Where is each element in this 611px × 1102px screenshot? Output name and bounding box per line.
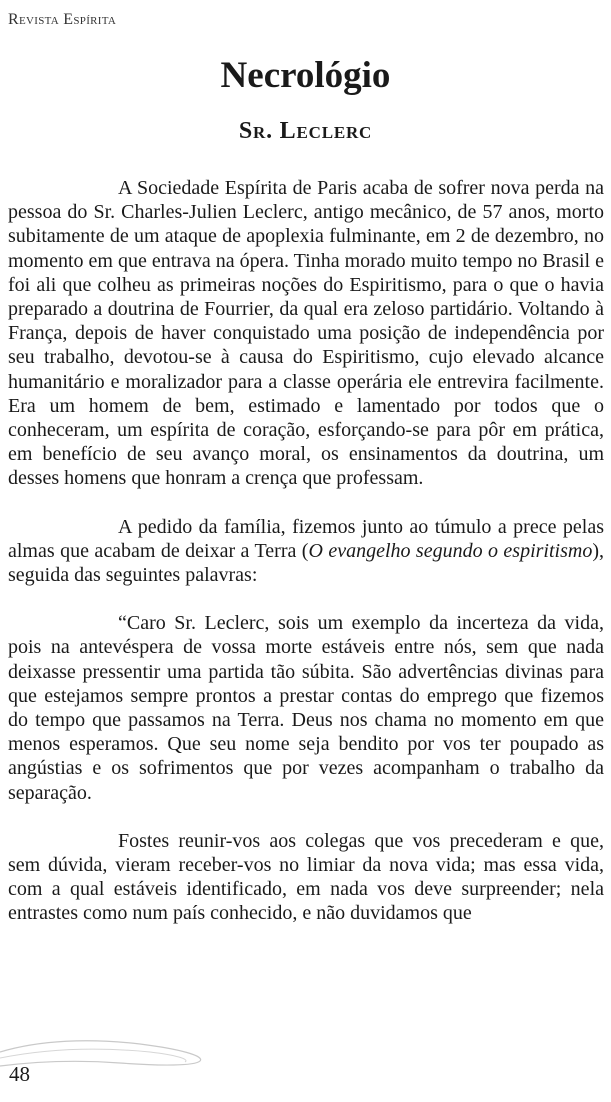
paragraph-2-text-start: A pedido da família, fizemos junto ao túmulo a prece pelas almas que acabam de deixar a Terra ( — [8, 515, 604, 562]
article-subtitle: Sr. Leclerc — [238, 118, 373, 144]
paragraph-1: A Sociedade Espírita de Paris acaba de sofrer nova perda na pessoa do Sr. Charles-Julien Leclerc, antigo mecânico, de 57 anos, morto subitamente de um ataque de apoplexia fulminante, em 2 de dezembro, no momento em que entrava na ópera. Tinha morado muito tempo no Brasil e foi ali que colheu as primeiras noções do Espiritismo, para o que o havia preparado a doutrina de Fourrier, da qual era zeloso partidário. Voltando à França, depois de haver conquistado uma posição de independência por seu trabalho, devotou-se à causa do Espiritismo, cujo elevado alcance humanitário e moralizador para a classe operária ele entrevira facilmente. Era um homem de bem, estimado e lamentado por todos que o conheceram, um espírita de coração, esforçando-se para pôr em prática, em benefício de seu avanço moral, os ensinamentos da doutrina, um desses homens que honram a crença que professam. — [8, 177, 604, 490]
article-body — [8, 176, 604, 926]
paragraph-2 — [8, 515, 604, 588]
paragraph-3: “Caro Sr. Leclerc, sois um exemplo da incerteza da vida, pois na antevéspera de vossa morte estáveis entre nós, sem que nada deixasse pressentir uma partida tão súbita. São advertências divinas para que estejamos sempre prontos a prestar contas do emprego que fizemos do tempo que passamos na Terra. Deus nos chama no momento em que menos esperamos. Que seu nome seja bendito por vos ter poupado as angústias e os sofrimentos que por vezes acompanham o trabalho da separação. — [8, 612, 604, 804]
page-number: 48 — [9, 1062, 30, 1086]
footer-swirl-ornament — [0, 1030, 260, 1075]
paragraph-2-text-end: ), seguida das seguintes palavras: — [8, 539, 604, 587]
running-head: Revista Espírita — [8, 11, 117, 28]
book-title-italic: O evangelho segundo o espiritismo — [308, 539, 593, 562]
article-title: Necrológio — [220, 55, 391, 96]
paragraph-4: Fostes reunir-vos aos colegas que vos precederam e que, sem dúvida, vieram receber-vos no limiar da nova vida; mas essa vida, com a qual estáveis identificado, em nada vos deve surpreender; nela entrastes como num país conhecido, e não duvidamos que — [8, 829, 604, 925]
